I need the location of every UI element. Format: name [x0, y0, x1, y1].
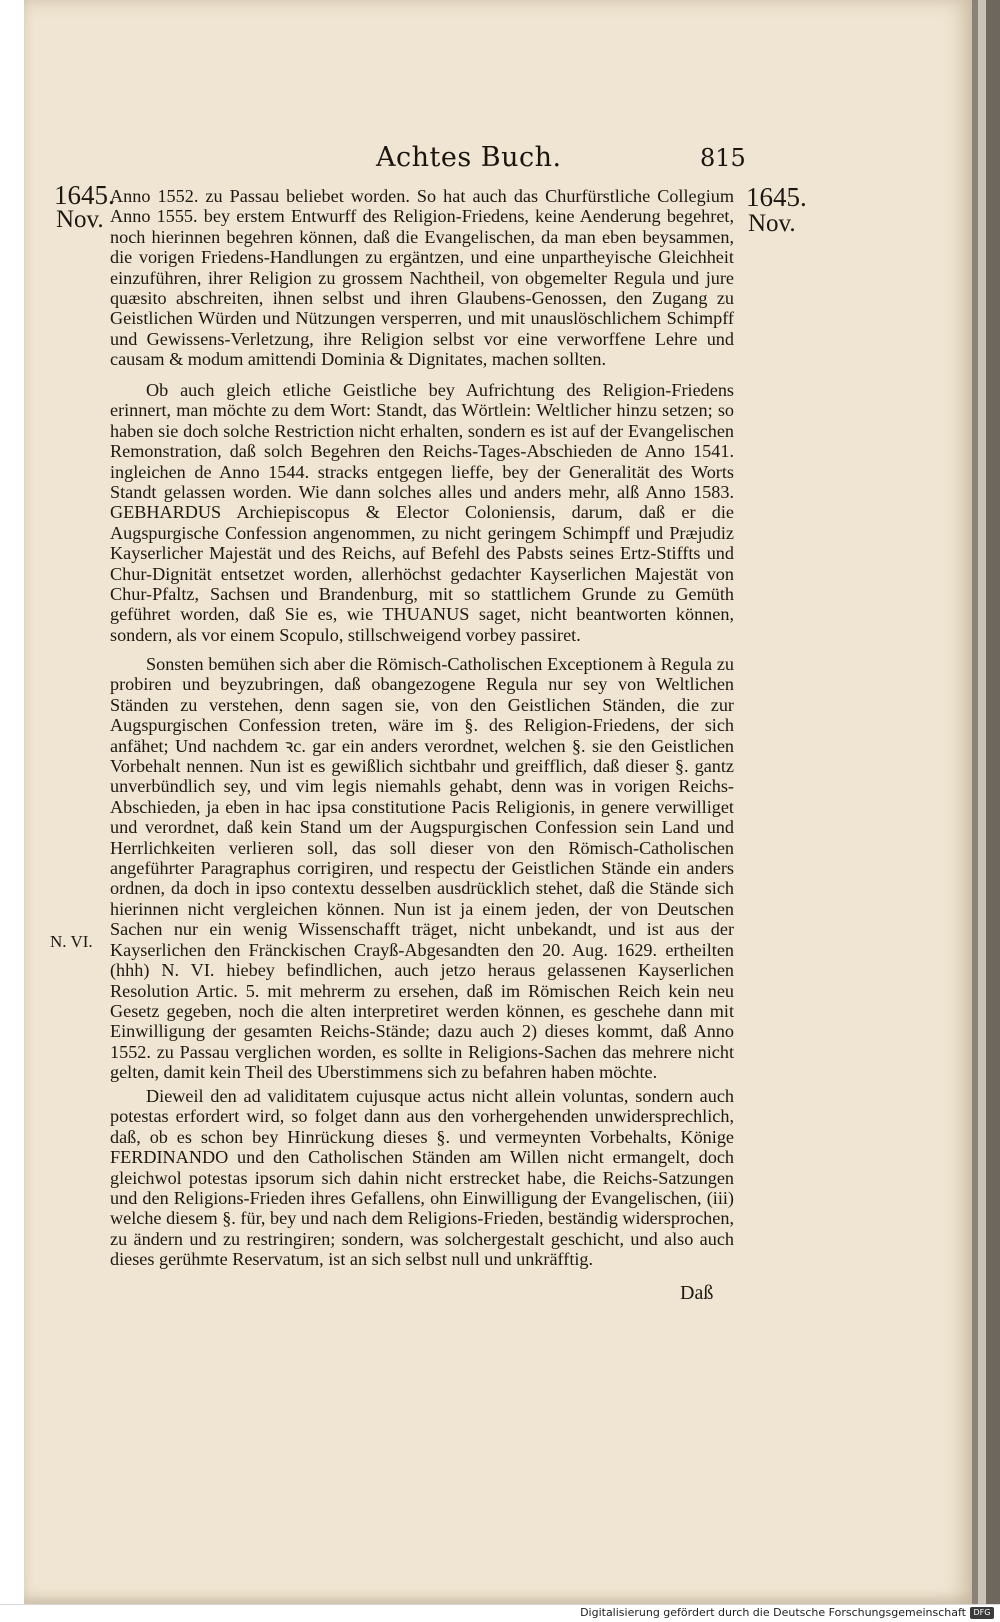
running-head: Achtes Buch.: [376, 142, 562, 173]
footer-bar: [0, 1604, 1000, 1622]
margin-month-left: Nov.: [56, 206, 104, 233]
margin-reference: N. VI.: [50, 932, 93, 951]
margin-year-left: 1645.: [54, 180, 115, 210]
page-number: 815: [700, 144, 746, 172]
paragraph: Anno 1552. zu Passau beliebet worden. So hat auch das Churfürstliche Collegium Anno 1555. bey erstem Entwurff des Religion-Friedens, keine Aenderung begehret, noch hierinnen begehren können, daß die Evangelischen, da man eben beysammen, die vorigen Friedens-Handlungen zu ergäntzen, und eine unpartheyische Gleichheit einzuführen, ihrer Religion zu grossem Nachtheil, von obgemelter Regula und jure quæsito abschreiten, ihnen selbst und ihren Glaubens-Genossen, den Zugang zu Geistlichen Würden und Nützungen versperren, und mit unauslöschlichem Schimpff und Gewissens-Verletzung, ihre Religion selbst vor eine verworffene Lehre und causam & modum amittendi Dominia & Dignitates, machen sollten.: [110, 186, 734, 370]
margin-month-right: Nov.: [748, 210, 796, 237]
paragraph: Dieweil den ad validitatem cujusque actus nicht allein voluntas, sondern auch potestas erfordert wird, so folget dann aus den vorhergehenden unwidersprechlich, daß, ob es schon bey Hinrückung dieses §. und vermeynten Vorbehalts, Könige FERDINANDO und den Catholischen Ständen am Willen nicht ermangelt, doch gleichwol potestas ipsorum sich dahin nicht erstrecket habe, die Reichs-Satzungen und den Religions-Frieden ihres Gefallens, ohn Einwilligung der Evangelischen, (iii) welche diesem §. für, bey und nach dem Religions-Frieden, beständig widersprochen, zu ändern und zu restringiren; sondern, was solchergestalt geschicht, und also auch dieses gerühmte Reservatum, ist an sich selbst null und unkräfftig.: [110, 1086, 734, 1270]
paragraph: Sonsten bemühen sich aber die Römisch-Catholischen Exceptionem à Regula zu probiren und beyzubringen, daß obangezogene Regula nur sey von Weltlichen Ständen zu verstehen, denn sagen sie, von den Geistlichen Ständen, die zur Augspurgischen Confession treten, wäre im §. des Religion-Friedens, der sich anfähet; Und nachdem ꝛc. gar ein anders verordnet, welchen §. sie den Geistlichen Vorbehalt nennen. Nun ist es gewißlich sichtbahr und greifflich, daß dieser §. gantz unverbündlich sey, und vim legis niemahls gehabt, denn was in vorigen Reichs-Abschieden, ja eben in hac ipsa constitutione Pacis Religionis, in genere verwilliget und verordnet, daß kein Stand um der Augspurgischen Confession sein Land und Herrlichkeiten verlieren soll, das soll dieser von den Römisch-Catholischen angeführter Paragraphus corrigiren, und respectu der Geistlichen Stände ein anders ordnen, da doch in ipso contextu desselben ausdrücklich stehet, daß die Stände sich hierinnen nicht vergleichen können. Nun ist ja einem jeden, der von Deutschen Sachen nur ein wenig Wissenschafft träget, nicht unbekandt, und ist aus der Kayserlichen den Fränckischen Crayß-Abgesandten den 20. Aug. 1629. ertheilten (hhh) N. VI. hiebey befindlichen, auch jetzo heraus gelassenen Kayserlichen Resolution Artic. 5. mit mehrerm zu ersehen, daß im Römischen Reich kein neu Gesetz gegeben, noch die alten interpretiret werden können, es geschehe dann mit Einwilligung der gesamten Reichs-Stände; dazu auch 2) dieses kommt, daß Anno 1552. zu Passau verglichen worden, es sollte in Religions-Sachen das mehrere nicht gelten, damit kein Theil des Uberstimmens sich zu befahren haben möchte.: [110, 654, 734, 1083]
paragraph: Ob auch gleich etliche Geistliche bey Aufrichtung des Religion-Friedens erinnert, man möchte zu dem Wort: Standt, das Wörtlein: Weltlicher hinzu setzen; so haben sie doch solche Restriction nicht erhalten, sondern es ist auf der Evangelischen Remonstration, daß solch Begehren den Reichs-Tages-Abschieden de Anno 1541. ingleichen de Anno 1544. stracks entgegen lieffe, bey der Generalität des Worts Standt gelassen worden. Wie dann solches alles und anders mehr, alß Anno 1583. GEBHARDUS Archiepiscopus & Elector Coloniensis, darum, daß er die Augspurgische Confession angenommen, zu nicht geringem Schimpff und Præjudiz Kayserlicher Majestät und des Reichs, auf Befehl des Pabsts seines Ertz-Stiffts und Chur-Dignität entsetzet worden, allerhöchst gedachter Kayserlichen Majestät von Chur-Pfaltz, Sachsen und Brandenburg, mit so stattlichem Grunde zu Gemüth geführet worden, daß Sie es, wie THUANUS saget, nicht beantworten können, sondern, als vor einem Scopulo, stillschweigend vorbey passiret.: [110, 380, 734, 645]
page-edge: [978, 0, 986, 1604]
margin-year-right: 1645.: [746, 182, 807, 212]
catchword: Daß: [680, 1282, 714, 1304]
dfg-logo-icon: DFG: [970, 1607, 994, 1619]
page-header: [24, 138, 972, 188]
funding-credit: Digitalisierung gefördert durch die Deutsche Forschungsgemeinschaft: [580, 1606, 966, 1619]
page-edge: [986, 0, 1000, 1604]
